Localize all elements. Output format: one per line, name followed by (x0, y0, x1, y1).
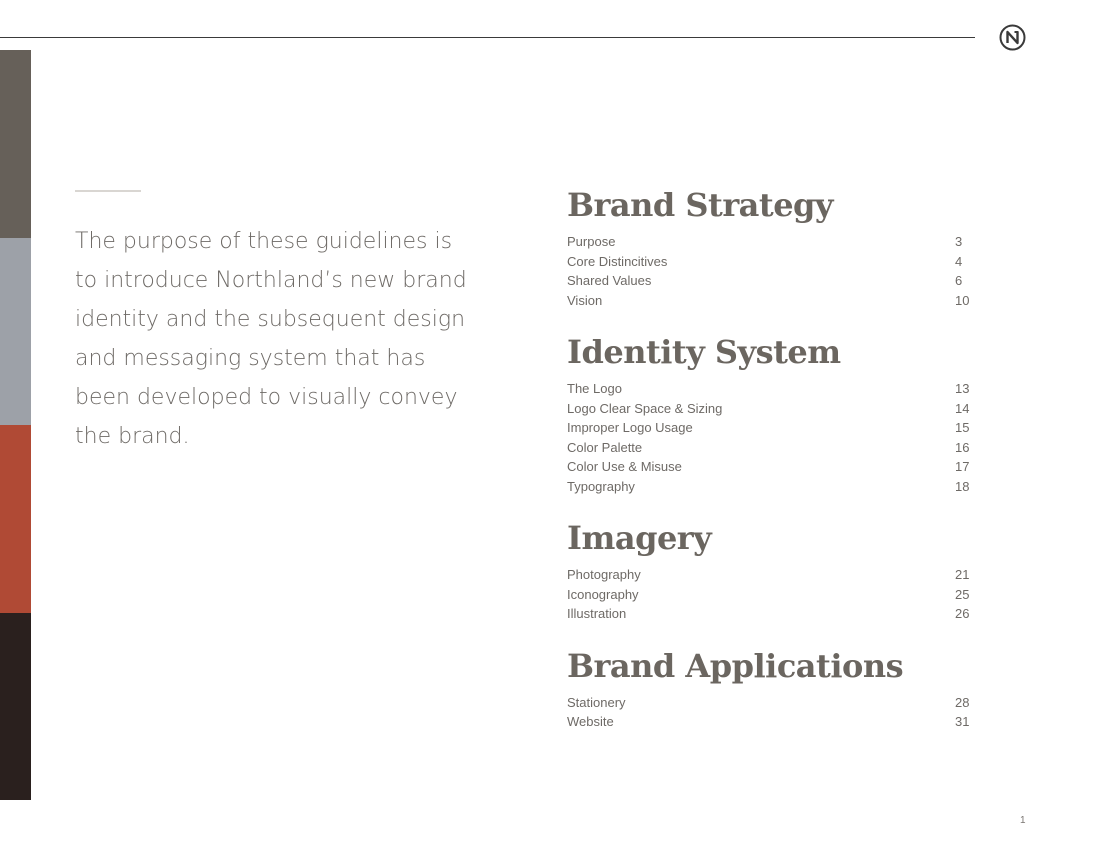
toc-entry-label: Logo Clear Space & Sizing (567, 400, 723, 416)
color-swatch (0, 613, 31, 801)
toc-entry[interactable] (567, 399, 973, 419)
toc-list (567, 232, 973, 310)
toc-entry-label: Iconography (567, 586, 639, 602)
toc-entry-label: Color Use & Misuse (567, 459, 682, 474)
toc-entry[interactable] (567, 477, 973, 497)
toc-entry[interactable] (567, 693, 973, 713)
toc-entry-page: 21 (955, 567, 970, 582)
toc-entry-label: Shared Values (567, 273, 652, 288)
toc-entry-label: Illustration (567, 606, 627, 621)
toc-entry-page: 31 (955, 714, 970, 729)
toc-entry-page: 28 (955, 694, 970, 710)
toc-list (567, 379, 973, 496)
northland-logo-icon (999, 24, 1026, 51)
toc-entry-label: The Logo (567, 381, 622, 396)
toc-entry-page: 17 (955, 459, 970, 474)
toc-entry-page: 15 (955, 420, 970, 435)
toc-entry-page: 10 (955, 292, 970, 308)
color-swatch (0, 50, 31, 238)
toc-entry-page: 16 (955, 439, 970, 455)
toc-entry[interactable] (567, 457, 973, 477)
toc-section-heading: Identity System (567, 333, 841, 371)
toc-entry-page: 26 (955, 606, 970, 621)
toc-section-heading: Imagery (567, 519, 712, 557)
toc-entry[interactable] (567, 232, 973, 252)
toc-section-heading: Brand Strategy (567, 186, 834, 224)
toc-entry-label: Website (567, 714, 614, 729)
toc-entry[interactable] (567, 438, 973, 458)
toc-entry[interactable] (567, 252, 973, 272)
color-swatch (0, 238, 31, 426)
page-number: 1 (1020, 815, 1026, 826)
toc-entry-page: 13 (955, 381, 970, 396)
toc-entry[interactable] (567, 565, 973, 585)
toc-section (567, 517, 973, 624)
toc-entry-page: 6 (955, 273, 963, 288)
toc-entry[interactable] (567, 712, 973, 732)
toc-entry-page: 14 (955, 400, 970, 416)
toc-entry-label: Improper Logo Usage (567, 420, 693, 435)
toc-list (567, 565, 973, 624)
toc-entry[interactable] (567, 271, 973, 291)
toc-entry-page: 4 (955, 253, 963, 269)
toc-entry-label: Purpose (567, 234, 616, 249)
toc-entry-label: Typography (567, 478, 635, 494)
toc-list (567, 693, 973, 732)
toc-entry-label: Stationery (567, 694, 626, 710)
intro-divider (75, 190, 141, 192)
table-of-contents (567, 184, 973, 753)
toc-entry[interactable] (567, 604, 973, 624)
header-rule (0, 37, 975, 38)
toc-section (567, 184, 973, 310)
toc-entry-page: 3 (955, 234, 963, 249)
toc-entry-page: 25 (955, 586, 970, 602)
toc-section (567, 331, 973, 496)
intro-paragraph: The purpose of these guidelines is to introduce Northland’s new brand identity and the subsequent design and messaging system that has been developed to visually convey the brand. (75, 229, 467, 449)
toc-section (567, 645, 973, 732)
toc-entry-label: Vision (567, 292, 603, 308)
toc-entry[interactable] (567, 379, 973, 399)
toc-entry[interactable] (567, 291, 973, 311)
color-swatch (0, 425, 31, 613)
toc-entry-label: Color Palette (567, 439, 643, 455)
toc-entry-page: 18 (955, 478, 970, 494)
toc-entry[interactable] (567, 418, 973, 438)
toc-entry[interactable] (567, 585, 973, 605)
toc-section-heading: Brand Applications (567, 646, 904, 685)
toc-entry-label: Photography (567, 567, 641, 582)
toc-entry-label: Core Distincitives (567, 253, 668, 269)
